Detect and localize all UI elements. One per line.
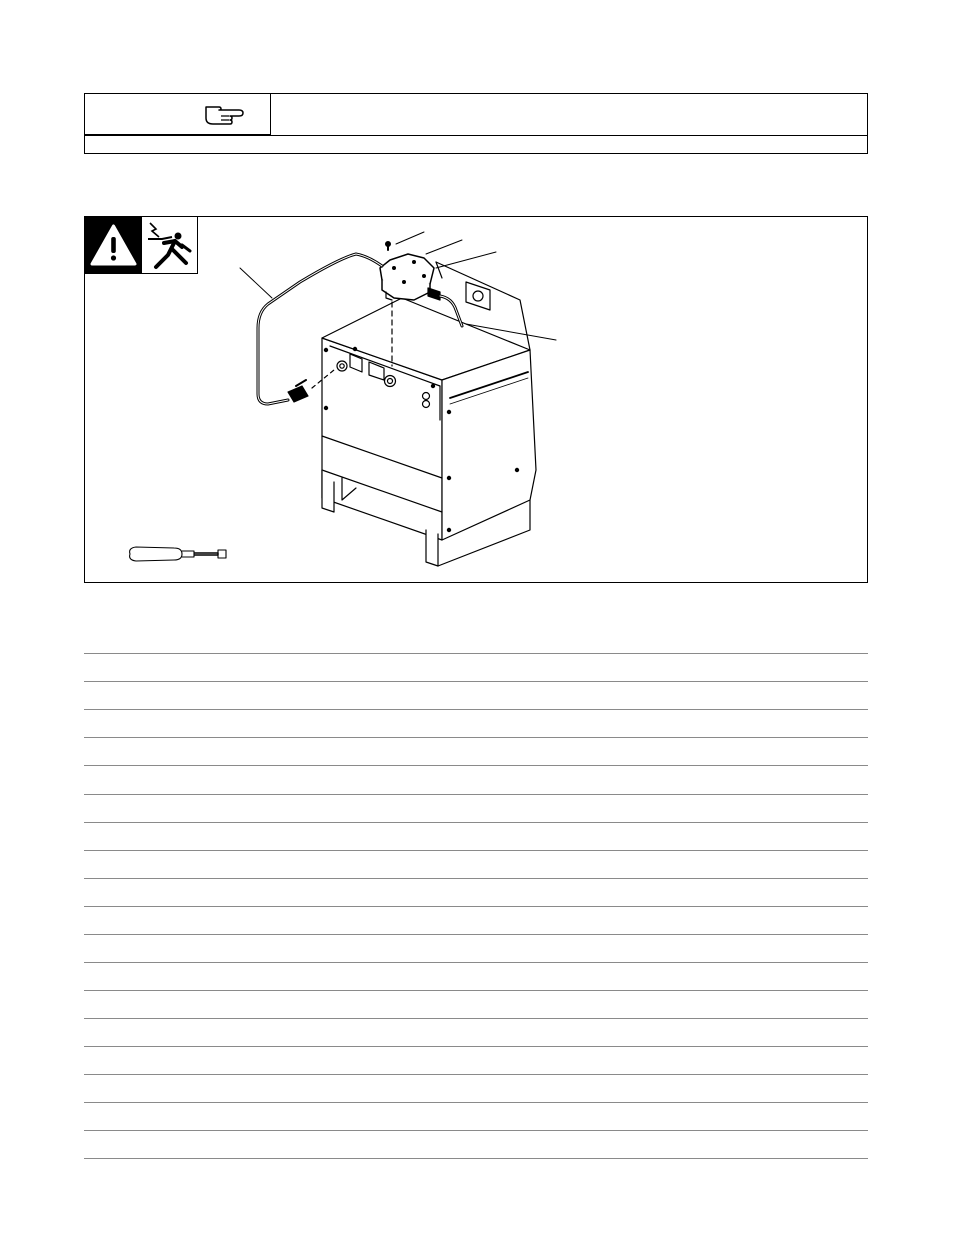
ruled-line — [84, 906, 868, 907]
cabinet-side — [442, 350, 536, 540]
ruled-line — [84, 962, 868, 963]
ruled-line — [84, 1158, 868, 1159]
ruled-line — [84, 1130, 868, 1131]
ruled-line — [84, 934, 868, 935]
ruled-line — [84, 681, 868, 682]
ruled-line — [84, 990, 868, 991]
ruled-line — [84, 794, 868, 795]
ruled-line — [84, 765, 868, 766]
ruled-line — [84, 653, 868, 654]
ruled-line — [84, 1102, 868, 1103]
ruled-line — [84, 1046, 868, 1047]
ruled-line — [84, 850, 868, 851]
ruled-line — [84, 737, 868, 738]
ruled-line — [84, 1074, 868, 1075]
ruled-line — [84, 1018, 868, 1019]
ruled-line — [84, 878, 868, 879]
ruled-line — [84, 709, 868, 710]
screwdriver-icon — [130, 547, 226, 561]
ruled-line — [84, 822, 868, 823]
